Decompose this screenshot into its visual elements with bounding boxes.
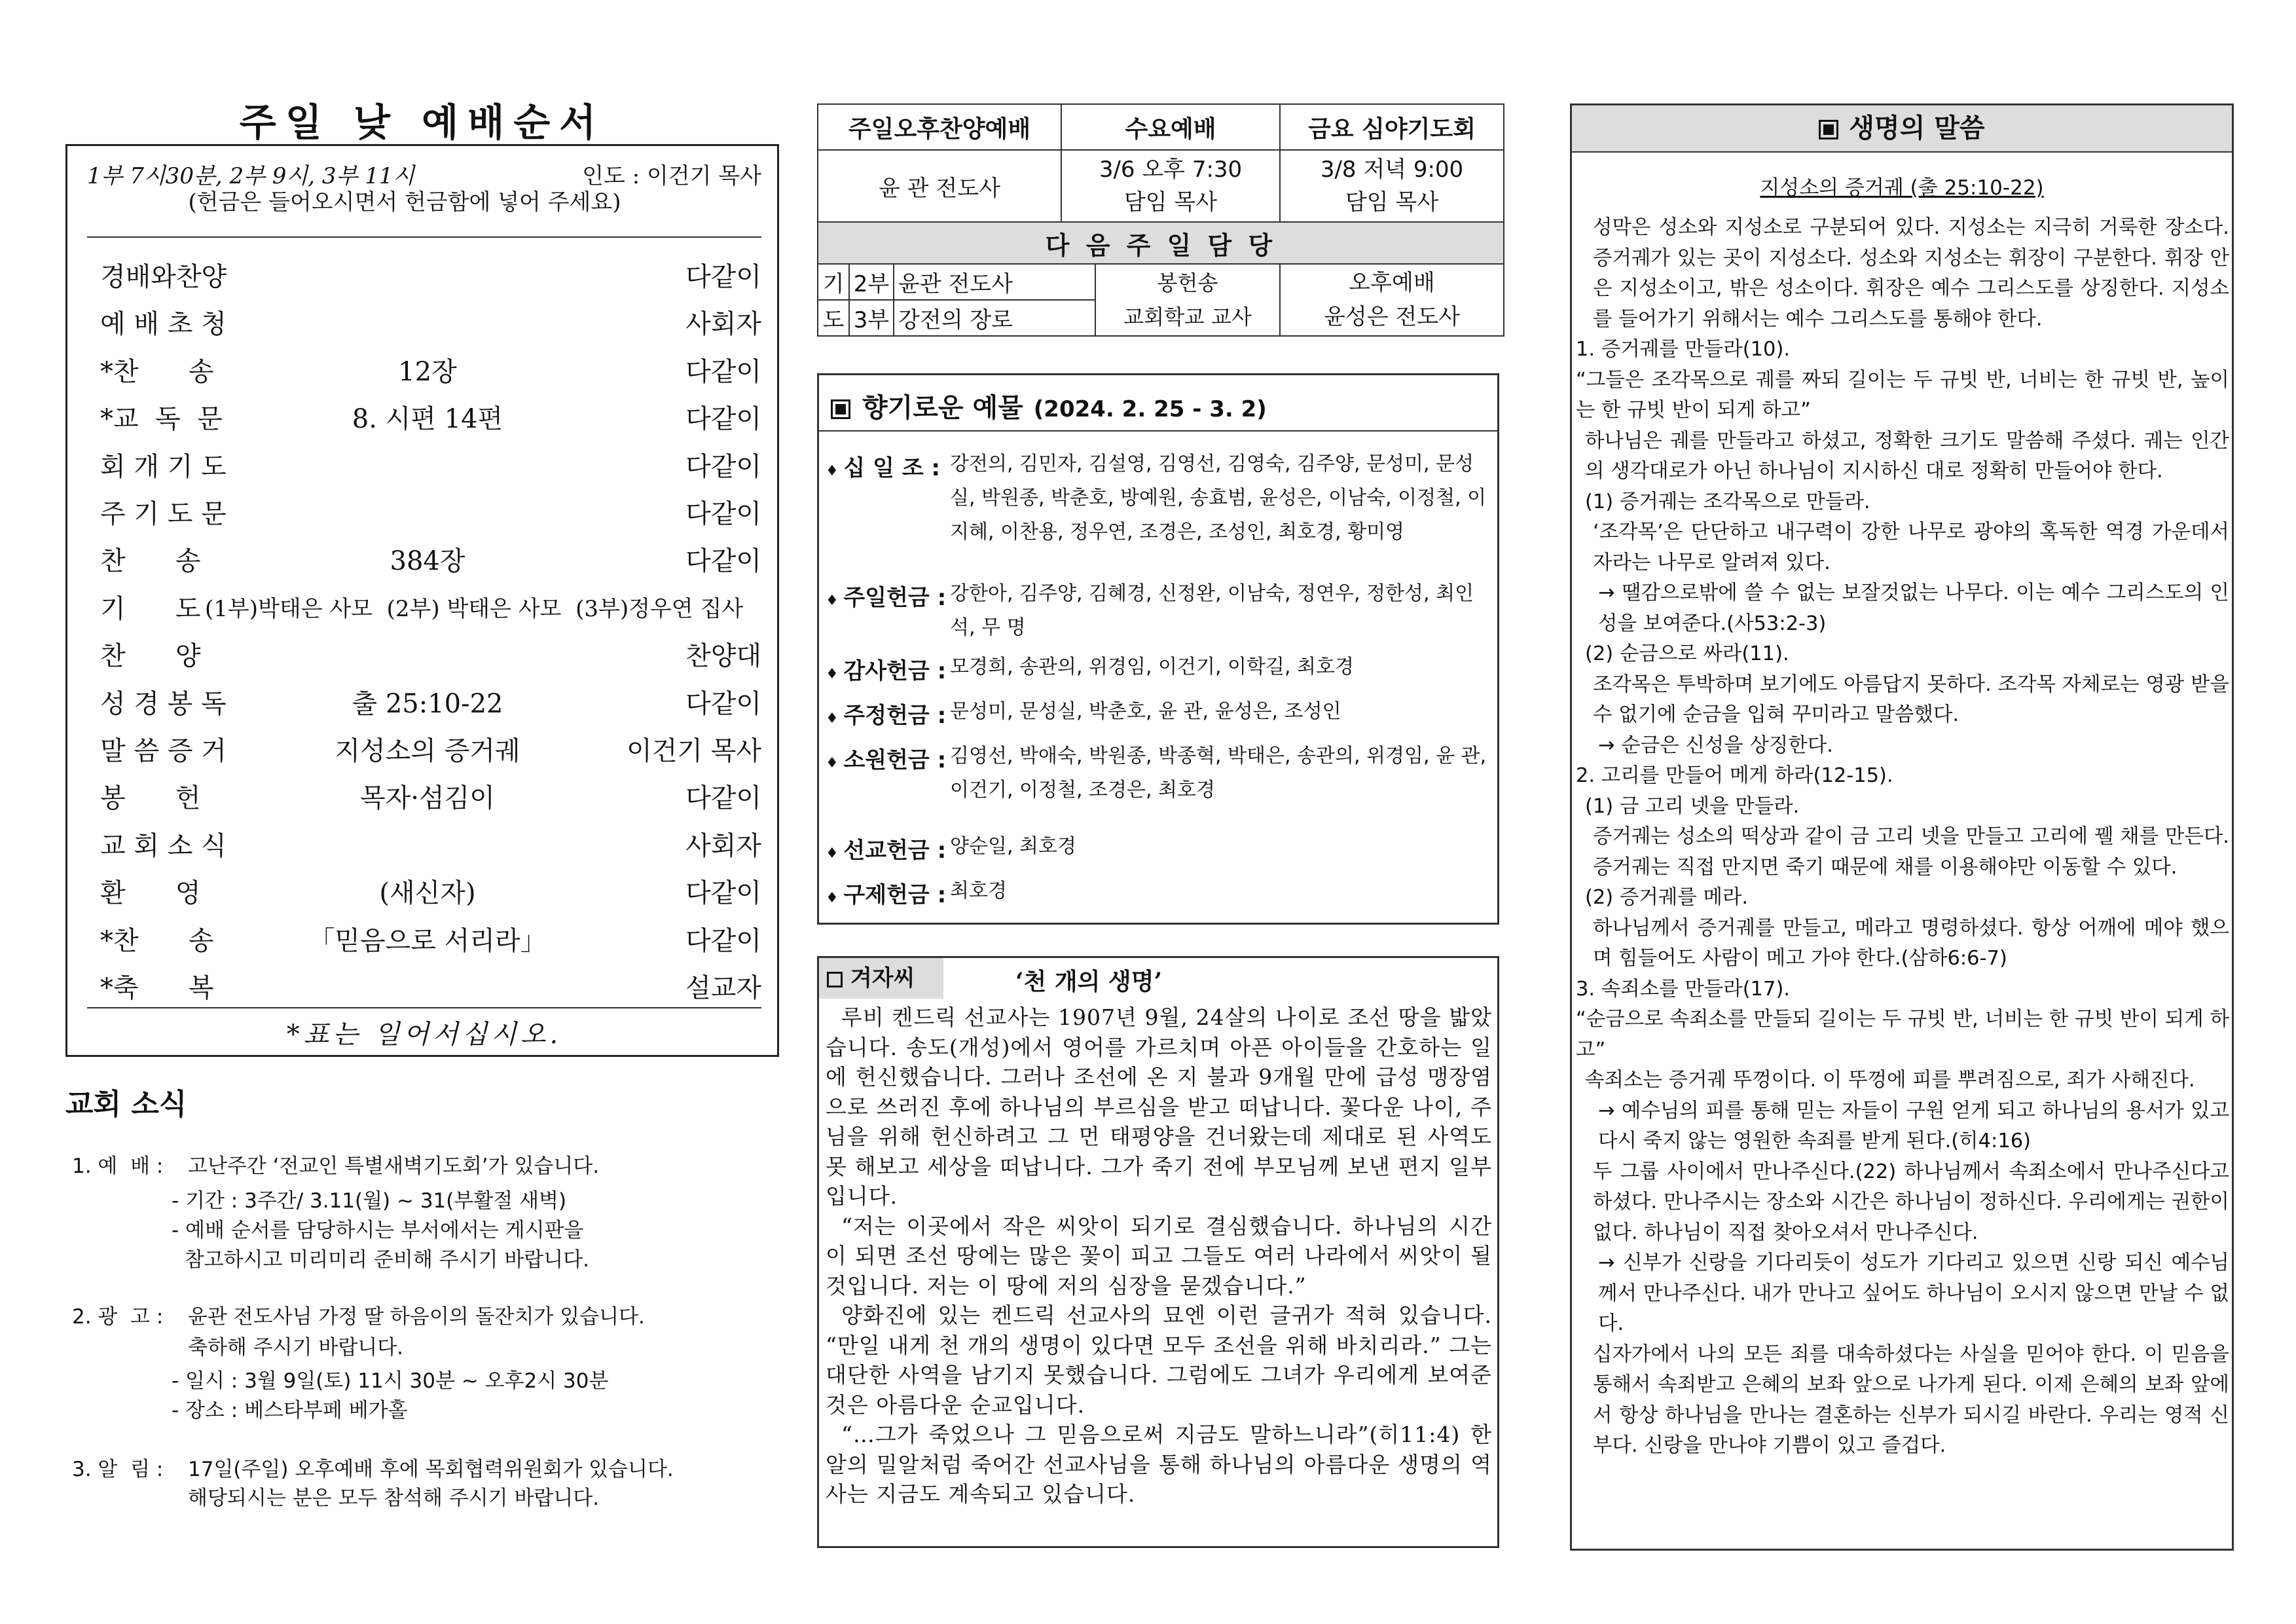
news-item-line: 축하해 주시기 바랍니다. [188, 1336, 404, 1359]
order-item-name: 주 기 도 문 [100, 499, 227, 529]
offering-names: 모경희, 송관의, 위경임, 이건기, 이학길, 최호경 [950, 655, 1355, 678]
offering-song-cell [1095, 264, 1280, 336]
prayer-part-3: 3부 [849, 300, 894, 335]
order-item-participant: 사회자 [685, 309, 761, 340]
order-item-participant: 다같이 [685, 404, 761, 435]
order-item-participant: 다같이 [685, 783, 761, 814]
offering-category-label: 주일헌금 : [843, 585, 947, 611]
news-item-line: - 예배 순서를 담당하시는 부서에서는 게시판을 [172, 1219, 584, 1242]
order-item-name: 회 개 기 도 [100, 451, 227, 482]
sermon-paragraph: 3. 속죄소를 만들라(17). [1576, 977, 1791, 1001]
order-row [100, 256, 761, 295]
order-row [100, 635, 761, 674]
paragraph: “저는 이곳에서 작은 씨앗이 되기로 결심했습니다. 하나님의 시간이 되면 조선 땅에는 많은 꽃이 피고 그들도 여러 나라에서 씨앗이 될 것입니다. 저는 이 땅에 저의 심장을 묻겠습니다.” [826, 1213, 1492, 1299]
diamond-bullet-icon: ♦ [826, 845, 844, 862]
order-item-detail: (새신자) [379, 878, 476, 909]
order-item-participant: 찬양대 [685, 641, 761, 672]
prayer-person-3: 강전의 장로 [898, 307, 1013, 333]
wednesday-time: 3/6 오후 7:30 [1099, 157, 1243, 183]
wednesday-leader: 담임 목사 [1123, 189, 1218, 215]
offering-category-label: 십 일 조 : [843, 455, 941, 481]
news-item-label: 2. 광 고 : [72, 1305, 164, 1329]
paragraph: “…그가 죽었으나 그 믿음으로써 지금도 말하느니라”(히11:4) 한 알의 밀알처럼 죽어간 선교사님을 통해 하나님의 아름다운 생명의 역사는 지금도 계속되고 있습니다. [826, 1422, 1492, 1507]
order-item-name: *찬 송 [100, 925, 214, 956]
word-of-life-box [1570, 103, 2234, 1551]
news-item-label: 3. 알 림 : [72, 1458, 164, 1481]
service-leader: 인도 : 이건기 목사 [582, 163, 761, 189]
diamond-bullet-icon: ♦ [826, 890, 844, 906]
mustard-seed-title: ‘천 개의 생명’ [1015, 968, 1163, 995]
header-friday: 금요 심야기도회 [1280, 104, 1504, 150]
offering-category-label: 감사헌금 : [843, 658, 947, 684]
order-item-participant: 다같이 [685, 878, 761, 909]
order-item-participant: 다같이 [685, 688, 761, 719]
order-item-detail: 목자·섬김이 [360, 783, 495, 814]
prayer-label-2: 도 [818, 300, 849, 335]
worship-order-box [65, 144, 779, 1057]
sermon-paragraph: 하나님은 궤를 만들라고 하셨고, 정확한 크기도 말씀해 주셨다. 궤는 인간의 생각대로가 아닌 하나님이 지시하신 대로 정확히 만들어야 한다. [1585, 429, 2229, 483]
offering-category [826, 877, 946, 909]
diamond-bullet-icon: ♦ [826, 593, 844, 609]
afternoon-service-cell [1280, 264, 1504, 336]
sermon-paragraph: 속죄소는 증거궤 뚜껑이다. 이 뚜껑에 피를 뿌려짐으로, 죄가 사해진다. [1585, 1069, 2195, 1092]
sermon-paragraph: → 예수님의 피를 통해 믿는 자들이 구원 얻게 되고 하나님의 용서가 있고 다시 죽지 않는 영원한 속죄를 받게 된다.(히4:16) [1598, 1099, 2229, 1153]
order-row [100, 872, 761, 912]
offering-song-label: 봉헌송 [1157, 270, 1218, 295]
prayer-leaders: (1부)박태은 사모 (2부) 박태은 사모 (3부)정우연 집사 [205, 595, 744, 622]
order-item-detail: 8. 시편 14편 [352, 404, 503, 435]
diamond-bullet-icon: ♦ [826, 710, 844, 727]
order-row [100, 967, 761, 1006]
sermon-paragraph: (2) 증거궤를 메라. [1585, 886, 1749, 909]
news-item-line: - 장소 : 베스타부페 베가홀 [172, 1399, 408, 1422]
offering-names: 김영선, 박애숙, 박원종, 박종혁, 박태은, 송관의, 위경임, 윤 관, 이건기, 이정철, 조경은, 최호경 [950, 745, 1487, 802]
order-item-participant: 다같이 [685, 925, 761, 956]
divider [87, 1007, 761, 1008]
offering-names: 강전의, 김민자, 김설영, 김영선, 김영숙, 김주양, 문성미, 문성실, 박원종, 박춘호, 방예원, 송효범, 윤성은, 이남숙, 이정철, 이지혜, 이찬용, 정우연, 조경은, 조성인, 최호경, 황미영 [950, 452, 1487, 544]
offering-category [826, 580, 946, 612]
offering-category-label: 구제헌금 : [843, 882, 947, 908]
offering-category [826, 450, 940, 482]
order-row [100, 777, 761, 817]
news-item-line: 17일(주일) 오후예배 후에 목회협력위원회가 있습니다. [188, 1458, 674, 1481]
order-item-name: 환 영 [100, 878, 201, 909]
news-item-line: 참고하시고 미리미리 준비해 주시기 바랍니다. [172, 1248, 589, 1272]
sermon-paragraph: 성막은 성소와 지성소로 구분되어 있다. 지성소는 지극히 거룩한 장소다. 증거궤가 있는 곳이 지성소다. 성소와 지성소는 휘장이 구분한다. 휘장 안은 지성소이고, 밖은 성소이다. 휘장은 예수 그리스도를 상징한다. 지성소를 들어가기 위해서는 예수 그리스도를 통해야 한다. [1593, 216, 2229, 331]
prayer-person-2: 윤관 전도사 [894, 265, 1095, 300]
mustard-seed-body [826, 1003, 1492, 1509]
order-row [100, 920, 761, 959]
order-row [100, 540, 761, 580]
stand-note: *표는 일어서십시오. [286, 1020, 562, 1050]
offerings-box [817, 373, 1499, 925]
order-item-participant: 다같이 [685, 262, 761, 292]
news-item-line: 고난주간 ‘전교인 특별새벽기도회’가 있습니다. [188, 1154, 600, 1178]
sermon-paragraph: “순금으로 속죄소를 만들되 길이는 두 규빗 반, 너비는 한 규빗 반이 되게 하고” [1576, 1008, 2229, 1061]
order-item-participant: 설교자 [685, 973, 761, 1003]
offering-category-label: 소원헌금 : [843, 747, 947, 773]
order-item-participant: 사회자 [685, 830, 761, 861]
friday-cell [1280, 150, 1504, 222]
offering-note: (헌금은 들어오시면서 헌금함에 넣어 주세요) [188, 189, 621, 215]
service-times: 1부 7시30분, 2부 9시, 3부 11시 [87, 163, 415, 189]
prayer-duty-cell [818, 264, 1095, 336]
offering-names: 최호경 [950, 879, 1007, 902]
sermon-paragraph: → 신부가 신랑을 기다리듯이 성도가 기다리고 있으면 신랑 되신 예수님께서 만나주신다. 내가 만나고 싶어도 하나님이 오시지 않으면 만날 수 없다. [1598, 1251, 2229, 1335]
sermon-paragraph: → 순금은 신성을 상징한다. [1598, 733, 1833, 757]
sermon-paragraph: ‘조각목’은 단단하고 내구력이 강한 나무로 광야의 혹독한 역경 가운데서 자라는 나무로 알려져 있다. [1593, 521, 2229, 574]
header-sunday-pm: 주일오후찬양예배 [818, 104, 1061, 150]
order-row [100, 825, 761, 864]
offering-category-label: 선교헌금 : [843, 838, 947, 864]
offerings-title: 향기로운 예물 [862, 393, 1023, 423]
news-item-line: 윤관 전도사님 가정 딸 하음이의 돌잔치가 있습니다. [188, 1305, 645, 1329]
prayer-part-2: 2부 [849, 265, 894, 300]
paragraph: 양화진에 있는 켄드릭 선교사의 묘엔 이런 글귀가 적혀 있습니다. “만일 내게 천 개의 생명이 있다면 모두 조선을 위해 바치리라.” 그는 대단한 사역을 남기지 못했습니다. 그럼에도 그녀가 우리에게 보여준 것은 아름다운 순교입니다. [826, 1302, 1492, 1418]
offering-names: 문성미, 문성실, 박춘호, 윤 관, 윤성은, 조성인 [950, 700, 1341, 723]
order-row [100, 303, 761, 342]
offering-names: 강한아, 김주양, 김혜경, 신정완, 이남숙, 정연우, 정한성, 최인석, 무 명 [950, 582, 1474, 639]
offering-category [826, 697, 946, 729]
diamond-bullet-icon: ♦ [826, 755, 844, 771]
header-wednesday: 수요예배 [1061, 104, 1280, 150]
order-row [100, 446, 761, 485]
diamond-bullet-icon: ♦ [826, 666, 844, 682]
order-item-name: 찬 송 [100, 546, 201, 577]
sermon-paragraph: 2. 고리를 만들어 메게 하라(12-15). [1576, 764, 1893, 787]
sermon-paragraph: “그들은 조각목으로 궤를 짜되 길이는 두 규빗 반, 너비는 한 규빗 반, 높이는 한 규빗 반이 되게 하고” [1576, 368, 2229, 422]
order-item-participant: 다같이 [685, 451, 761, 482]
offering-category-label: 주정헌금 : [843, 703, 947, 729]
order-item-name: 봉 헌 [100, 783, 201, 814]
word-of-life-header [1572, 105, 2232, 153]
order-item-name: 예 배 초 청 [100, 309, 227, 340]
news-item-line: 해당되시는 분은 모두 참석해 주시기 바랍니다. [188, 1486, 600, 1510]
order-item-detail: 출 25:10-22 [352, 688, 503, 719]
sermon-paragraph: 두 그룹 사이에서 만나주신다.(22) 하나님께서 속죄소에서 만나주신다고 하셨다. 만나주시는 장소와 시간은 하나님이 정하신다. 우리에게는 권한이 없다. 하나님이 직접 찾아오셔서 만나주신다. [1593, 1160, 2229, 1244]
wednesday-cell [1061, 150, 1280, 222]
offering-names: 양순일, 최호경 [950, 835, 1076, 858]
order-row [100, 351, 761, 390]
order-row [100, 398, 761, 437]
mustard-seed-box [817, 956, 1499, 1548]
order-item-name: 말 씀 증 거 [100, 736, 227, 766]
order-row [100, 730, 761, 769]
diamond-bullet-icon: ♦ [826, 463, 844, 479]
sermon-paragraph: → 땔감으로밖에 쓸 수 없는 보잘것없는 나무다. 이는 예수 그리스도의 인성을 보여준다.(사53:2-3) [1598, 581, 2229, 635]
order-item-name: 성 경 봉 독 [100, 688, 227, 719]
sermon-paragraph: 십자가에서 나의 모든 죄를 대속하셨다는 사실을 믿어야 한다. 이 믿음을 통해서 속죄받고 은혜의 보좌 앞으로 나가게 된다. 이제 은혜의 보좌 앞에서 항상 하나님을 만나는 결혼하는 신부가 되시길 바란다. 우리는 영적 신부다. 신랑을 만나야 기쁨이 있고 즐겁다. [1593, 1342, 2229, 1457]
offering-category [826, 742, 946, 774]
offerings-title-row [831, 387, 1267, 424]
sermon-paragraph: (2) 순금으로 싸라(11). [1585, 642, 1789, 665]
order-row [100, 683, 761, 722]
order-item-name: 찬 양 [100, 641, 201, 672]
order-item-participant: 다같이 [685, 499, 761, 529]
offering-category [826, 832, 946, 864]
divider [819, 430, 1497, 432]
order-row [100, 493, 761, 532]
order-item-name: 교 회 소 식 [100, 830, 227, 861]
mustard-seed-label-box [819, 958, 943, 999]
sermon-paragraph: (1) 증거궤는 조각목으로 만들라. [1585, 490, 1870, 513]
news-item-line: - 일시 : 3월 9일(토) 11시 30분 ~ 오후2시 30분 [172, 1369, 609, 1393]
sermon-paragraph: (1) 금 고리 넷을 만들라. [1585, 794, 1800, 818]
checkbox-square-icon [1819, 120, 1838, 139]
friday-time: 3/8 저녁 9:00 [1320, 157, 1464, 183]
church-news-heading: 교회 소식 [65, 1088, 187, 1121]
offerings-date-range: (2024. 2. 25 - 3. 2) [1033, 396, 1267, 422]
order-item-detail: 384장 [390, 546, 465, 577]
prayer-label-1: 기 [818, 265, 849, 300]
order-item-participant: 다같이 [685, 356, 761, 387]
order-item-participant: 다같이 [685, 546, 761, 577]
sermon-paragraph: 1. 증거궤를 만들라(10). [1576, 338, 1791, 361]
sermon-body [1576, 213, 2229, 1462]
sunday-pm-leader: 윤 관 전도사 [818, 150, 1061, 222]
sermon-subtitle: 지성소의 증거궤 (출 25:10-22) [1760, 176, 2044, 200]
friday-leader: 담임 목사 [1345, 189, 1439, 215]
sermon-paragraph: 증거궤는 성소의 떡상과 같이 금 고리 넷을 만들고 고리에 꿸 채를 만든다. 증거궤는 직접 만지면 죽기 때문에 채를 이용해야만 이동할 수 있다. [1593, 825, 2229, 879]
paragraph: 루비 켄드릭 선교사는 1907년 9월, 24살의 나이로 조선 땅을 밟았습니다. 송도(개성)에서 영어를 가르치며 아픈 아이들을 간호하는 일에 헌신했습니다. 그러나 조선에 온 지 불과 9개월 만에 급성 맹장염으로 쓰러진 후에 하나님의 부르심을 받고 떠납니다. 꽃다운 나이, 주님을 위해 헌신하려고 그 먼 태평양을 건너왔는데 제대로 된 사역도 못 해보고 세상을 떠납니다. 그가 죽기 전에 부모님께 보낸 편지 일부입니다. [826, 1005, 1492, 1209]
offering-song-team: 교회학교 교사 [1123, 304, 1252, 329]
worship-order-title: 주일 낮 예배순서 [239, 100, 606, 145]
order-item-detail: 지성소의 증거궤 [335, 736, 520, 766]
order-item-name: *축 복 [100, 973, 214, 1003]
offering-category [826, 653, 946, 685]
order-item-name: *교 독 문 [100, 404, 223, 435]
next-week-title: 다 음 주 일 담 당 [818, 222, 1504, 264]
afternoon-service-leader: 윤성은 전도사 [1324, 304, 1460, 330]
mustard-seed-label: 겨자씨 [850, 965, 915, 991]
news-item-line: - 기간 : 3주간/ 3.11(월) ~ 31(부활절 새벽) [172, 1189, 567, 1213]
square-icon [827, 972, 843, 987]
order-item-detail: 12장 [398, 356, 457, 387]
order-item-name: *찬 송 [100, 356, 214, 387]
order-item-name: 기 도 [100, 593, 201, 624]
afternoon-service-label: 오후예배 [1349, 270, 1435, 296]
checkbox-square-icon [831, 399, 850, 419]
word-of-life-title: 생명의 말씀 [1849, 113, 1985, 143]
order-item-detail: 「믿음으로 서리라」 [308, 925, 547, 956]
news-item-label: 1. 예 배 : [72, 1154, 164, 1178]
sermon-paragraph: 조각목은 투박하며 보기에도 아름답지 못하다. 조각목 자체로는 영광 받을 수 없기에 순금을 입혀 꾸미라고 말씀했다. [1593, 673, 2229, 726]
order-item-participant: 이건기 목사 [627, 736, 761, 766]
service-schedule-table [817, 103, 1504, 337]
divider [87, 236, 761, 238]
prayer-duty-table [818, 265, 1095, 335]
sermon-paragraph: 하나님께서 증거궤를 만들고, 메라고 명령하셨다. 항상 어깨에 메야 했으며 힘들어도 사람이 메고 가야 한다.(삼하6:6-7) [1593, 916, 2229, 970]
order-row [100, 588, 761, 627]
order-item-name: 경배와찬양 [100, 262, 227, 292]
